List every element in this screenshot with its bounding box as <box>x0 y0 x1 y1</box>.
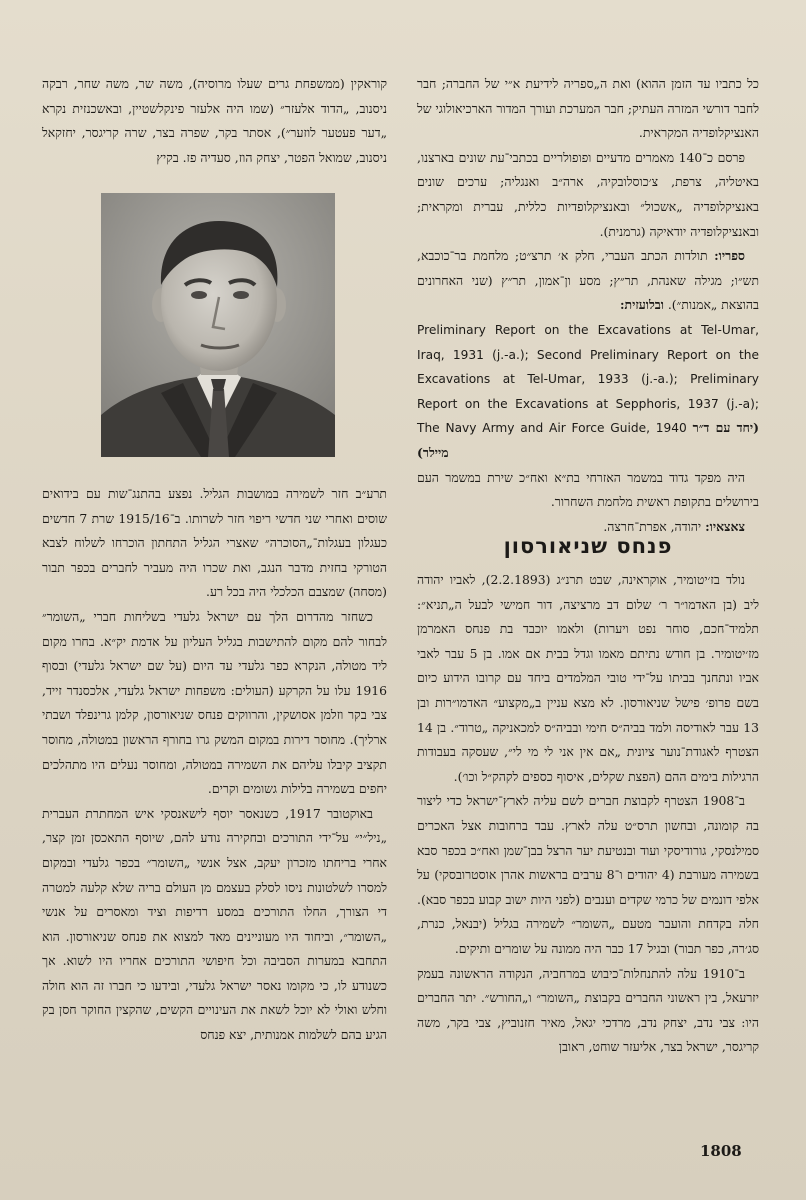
paragraph: באוקטובר 1917, כשנאסר יוסף לישאנסקי איש המחתרת העברית „ניל״י״ על־ידי התורכים ובחקירה נודע להם, שיוסף התאכסן זמן קצר, אחרי בריחתו מזכרון יעקב, אצל אנשי „השומר״ בכפר גלעדי ובמקום למסרו לשלטונות ניסו לסלק בעצמם מן העולם בריה שלא קלעה למטרה די הצורך, החלו התורכים במסע רדיפות וציד ומאסרים על אנשי „השומר״, וביחוד היו מעוניינים מאד למצוא את פנחס שניאורסון. הוא התחבא במערות הסביבה וכל חיפושי התורכים אחריו היו לשוא. אך כשנודע לו, כי מקומו נאסר ישראל גלעדי, ובידעו כי חברו זה הוא חולה וחלש ואולי לא יוכל לשאת את העינויים הקשים, שהקצין החוקר חסן בק הגיע בהם לשלמות אמנותית, יצא פנחס <box>42 805 387 1043</box>
paragraph: כשחזר מהדרום הלך עם ישראל גלעדי בשליחות חברי „השומר״ לבחור להם מקום להתישבות בגליל העליון על אדמת יק״א. בחרו מקום ליד מטולה, הנקרא כפר גלעדי עד היום (על שם ישראל גלעדי) ובסוף 1916 עלו על הקרקע (העולים: משפחות ישראל גלעדי, אלכסנדר זייד, צבי בקר וזלמן אסושקין, והרווקים פנחס שניאורסון, קלמן גרינפלד ושבתי ארליך). מחוסר דירות במקום המשק גרו בחורף הראשון במטולה, מחוסר תקציב קיבלו עליהם את השמירה במטולה, ומחוסר נעלים היו מתהלכים יחפים בשמירה בלילות גשומים וקרים. <box>42 608 387 797</box>
paragraph: ב־1908 הצטרף לקבוצת חברים לשם עליה לארץ־ישראל כדי ליצור בה קומונה, ובחשון תרס״ט עלה לארץ. עבד ברחובות אצל האכרים סמילנסקי, גורודיסקי ועוד ובנטיעת יער הרצל בבן־שמן ואח״כ בכפר סבא בשמירה מעורבת (4 יהודים ו־8 ערבים בראשות אהרן אוסטרובסקי) על אלפי דונמים של כרמי שקדים וענבים (לפני היות ישוב קבוע בכפר סבא). חלה בקדחת והועבר מטעם „השומר״ לשמירה בגליל (יבנאל, כנרת, סג׳רה, כפר תבור) ובגיל 17 כבר היה ממונה על שומרים ותיקים. <box>417 793 760 956</box>
foreign-publications-text: Preliminary Report on the Excavations at Tel-Umar, Iraq, 1931 (j.-a.); Second Preliminary Report on the Excavations at Tel-Umar, 1933 (j.-a.); Preliminary Report on the Excavations at Sepphoris, 1937 (j.-a); The Navy Army and Air Force Guide, 1940 <box>417 322 759 436</box>
page-number: 1808 <box>700 1142 742 1160</box>
descendants-names: יהודה, אפרת־חרצה. <box>603 518 702 534</box>
paragraph: פרסם כ־140 מאמרים מדעיים ופופולריים בכתבי־עת שונים בארצנו, באיטליה, צרפת, צ׳כוסלובקיה, ארה״ב ואנגליה; ערכים שונים באנציקלופדיה „אשכול״ ובאנציקלופדיות כללית, עברית ומקראית; ובאנציקלופדיה יודאיקה (גרמנית). <box>417 149 759 239</box>
books-label: ספריו: <box>714 248 745 264</box>
left-column-upper <box>42 72 387 170</box>
paragraph: נולד בז׳יטומיר, אוקראינה, שבט תרנ״ג (2.2.1893), לאביו יהודה ליב (בן האדמו״ר ר׳ שלום דב מרציצה, דור חמישי לבעל ה„תניא״: תלמיד־חכם, סוחר נפט ויערות) ולאמו יוכבד בת פנחס האמרמן מז׳יטומיר. בן חודש נתיתם מאמו וגדל בבית אם אמו. בן 5 עבר לאבי אביו ונתחנך בביתו על־ידי טובי המלמדים ביחד עם קרובו הידוע כיום בשם פרופ׳ פישל שניאורסון. לא מצא עניין ב„מקצוע״ האדמו״רות ובן 13 עבר לאודיסה ולמד בביה״ס חימי ובביה״ס למכאניקה „טרוד״. בן 14 הצטרף לאגודת־נוער ציונית „אם אין אני לי מי לי״, שעסקה בעבודות הרגילות בימים ההם (הפצת שקלים, איסוף כספים לקהק״ל וכו׳). <box>417 572 759 784</box>
paragraph: כל כתביו עד הזמן ההוא) ואת ה„ספריה לידיעת א״י של החברה; חבר לחבר דורשי המזרה העתיק; חבר המערכת ועורך המדור הארכיאולוגי של האנציקלופדיה המקראית. <box>417 76 759 141</box>
foreign-publications <box>417 318 759 466</box>
paragraph: תרע״ב חזר לשמירה במושבות הגליל. נפצע בהתנג־שות עם בידואים שוסים ואחרי שני חדשי ריפוי חזר לשרותו. ב־1915/16 שרת 7 חדשים כעגלון בעגלות־„הסוכרה״ שאצרי הגליל התחתון הוכרחו לשלוח לצבא הטורקי בחזית מדבר הנגב, ואת שכרו היה מעביר לחברים בכפר תבור (מסחה) שמצבם הכלכלי היה בכל רע. <box>42 486 387 600</box>
portrait-photo <box>101 193 335 457</box>
foreign-label: ובלועזית: <box>619 297 664 313</box>
books-list: תולדות הכתב העברי, חלק א׳ תרצ״ט; מלחמת בר־כוכבא, תש״ו; מגילה שאנהת, תר״ץ; מסע ון־אמון, תר״ץ (שני האחרונים בהוצאת „אמנות״). <box>417 248 759 313</box>
right-column-upper <box>417 72 759 539</box>
left-column-lower <box>42 482 387 1048</box>
entry-headline: פנחס שניאורסון <box>503 534 673 558</box>
portrait-illustration <box>101 193 335 457</box>
paragraph-books <box>417 244 759 318</box>
paragraph: קוראקין (ממשפחת גרים שעלו מרוסיה), משה שר, משה שחר, רבקה ניסנוב, „הדוד אלעזר״ (שמו היה אלעזר פינקלשטיין, ובאשכנזית נקרא „דער פעטער לוזער״), אסתר בקר, שפרה בצר, שרה קריגסר, יחזקאל ניסנוב, שמואל הפטר, יצחק הוז, סעדיה פז. בקיץ <box>42 76 387 165</box>
paragraph: ב־1910 עלה להתנחלות־כיבוש במרחביה, הנקודה הראשונה בעמק יזרעאל, בין ראשוני החברים בקבוצת „השומר״ ו„החורש״. יתר החברים היו: צבי נדב, יצחק נדב, מרדכי יגאל, מאיר חזנוביץ, צבי בקר, משה קריגסר, ישראל בצר, אליעזר שוחט, ראובן <box>417 965 759 1055</box>
paragraph: היה מפקד גדוד במשמר האזרחי בת״א ואח״כ שירת במשמר העם בירושלים בתקופת ראשית מלחמת השחרור. <box>417 469 759 510</box>
right-column-lower <box>417 568 759 1060</box>
foreign-note: (יחד עם ד״ר מיילר) <box>417 420 759 460</box>
descendants-label: צאצאיו: <box>705 518 745 534</box>
